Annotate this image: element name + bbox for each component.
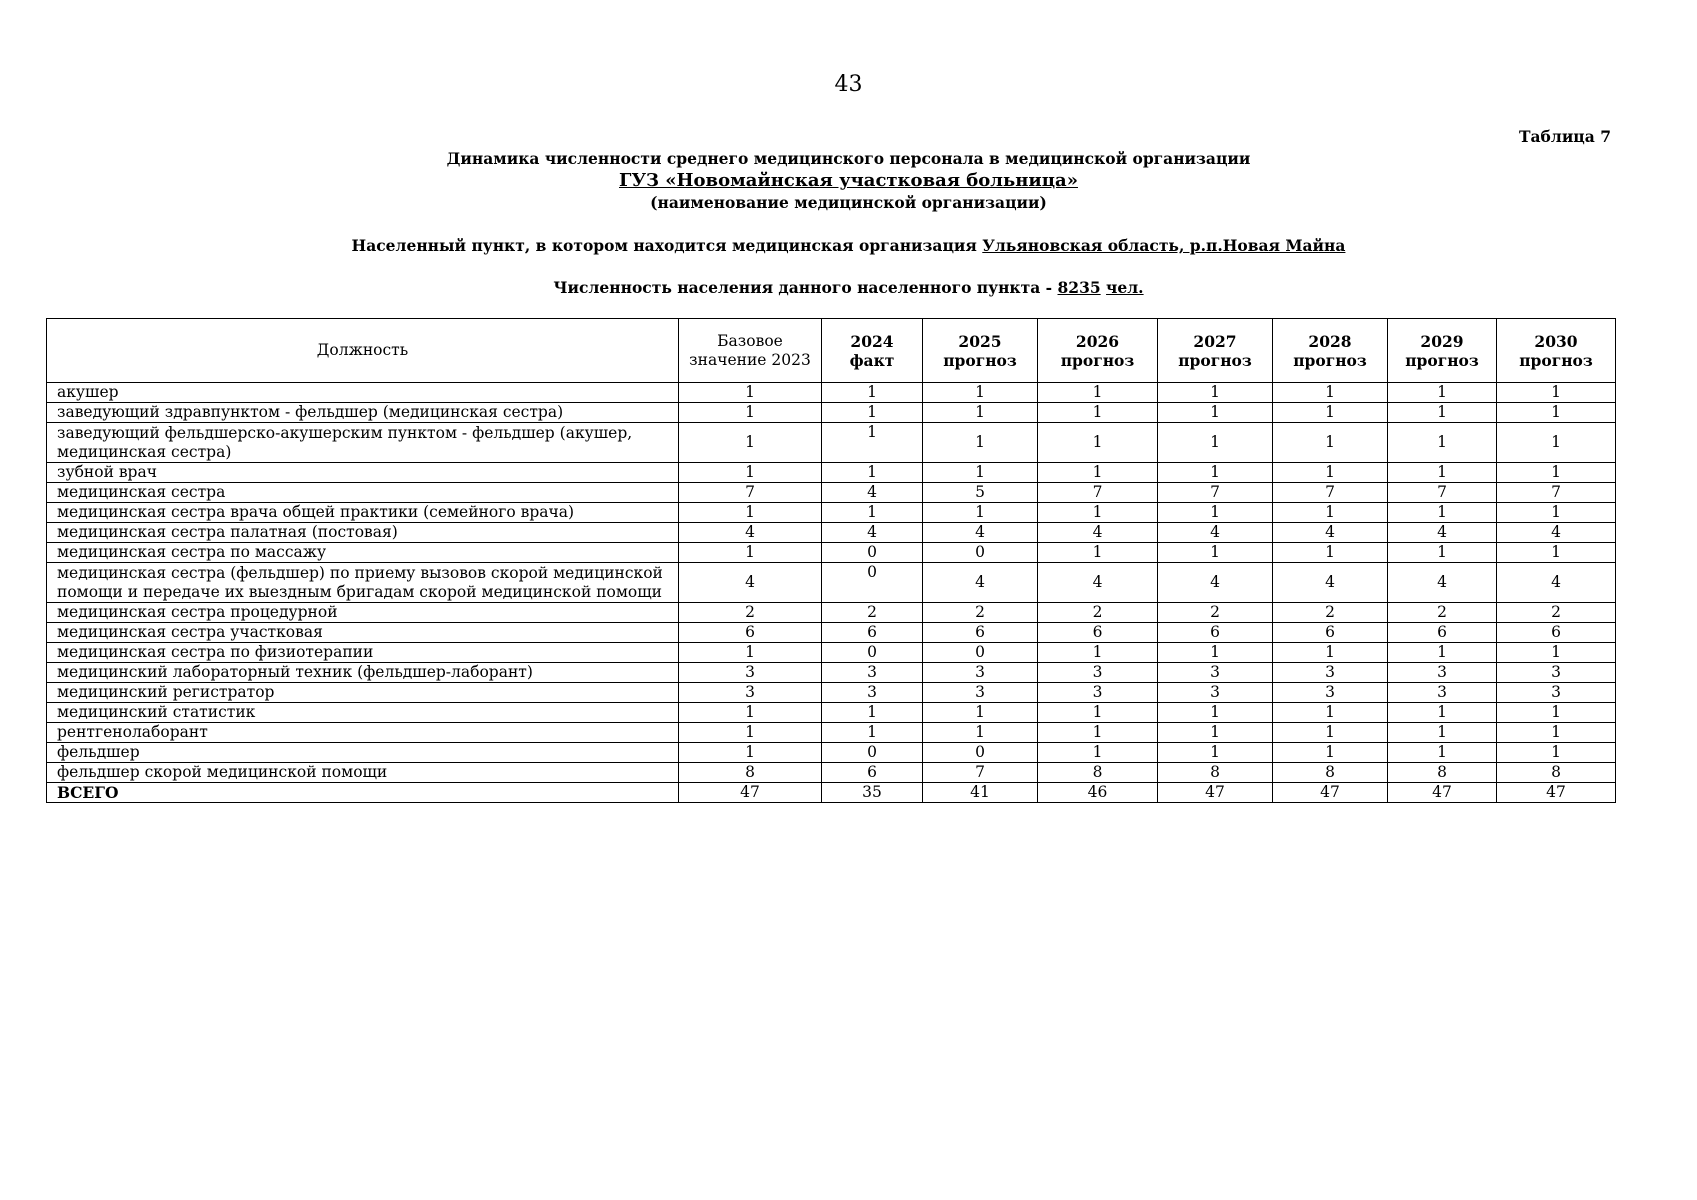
value-cell: 1	[1038, 383, 1158, 403]
table-label: Таблица 7	[1518, 127, 1611, 146]
value-cell: 0	[822, 543, 923, 563]
value-cell: 3	[1158, 683, 1273, 703]
value-cell: 6	[923, 623, 1038, 643]
value-cell: 1	[1038, 423, 1158, 463]
value-cell: 7	[1038, 483, 1158, 503]
value-cell: 1	[1388, 463, 1497, 483]
value-cell: 1	[1158, 543, 1273, 563]
value-cell: 47	[1388, 783, 1497, 803]
value-cell: 1	[1273, 503, 1388, 523]
value-cell: 1	[1497, 423, 1616, 463]
value-cell: 1	[679, 643, 822, 663]
header-base: Базовое значение 2023	[679, 319, 822, 383]
header-year: 2027 прогноз	[1158, 319, 1273, 383]
table-row	[47, 623, 1616, 643]
organization-line	[0, 170, 1697, 191]
table-row	[47, 703, 1616, 723]
value-cell: 3	[1388, 683, 1497, 703]
value-cell: 1	[1273, 423, 1388, 463]
value-cell: 1	[822, 403, 923, 423]
value-cell: 1	[822, 423, 923, 463]
value-cell: 1	[1497, 643, 1616, 663]
value-cell: 47	[1273, 783, 1388, 803]
value-cell: 2	[822, 603, 923, 623]
position-cell: медицинский регистратор	[47, 683, 679, 703]
position-cell: медицинская сестра палатная (постовая)	[47, 523, 679, 543]
value-cell: 1	[1388, 703, 1497, 723]
position-cell: заведующий фельдшерско-акушерским пунктом - фельдшер (акушер, медицинская сестра)	[47, 423, 679, 463]
locality-line	[0, 235, 1697, 256]
value-cell: 1	[822, 503, 923, 523]
header-year: 2029 прогноз	[1388, 319, 1497, 383]
population-label: Численность населения данного населенного пункта -	[553, 278, 1053, 297]
position-cell: медицинский лабораторный техник (фельдшер-лаборант)	[47, 663, 679, 683]
value-cell: 1	[822, 383, 923, 403]
value-cell: 4	[822, 483, 923, 503]
value-cell: 1	[1158, 643, 1273, 663]
value-cell: 1	[1497, 383, 1616, 403]
value-cell: 5	[923, 483, 1038, 503]
value-cell: 7	[923, 763, 1038, 783]
locality-label: Населенный пункт, в котором находится медицинская организация	[351, 236, 977, 255]
value-cell: 1	[679, 423, 822, 463]
value-cell: 1	[679, 503, 822, 523]
value-cell: 4	[679, 523, 822, 543]
value-cell: 1	[679, 463, 822, 483]
value-cell: 1	[1273, 643, 1388, 663]
header-position: Должность	[47, 319, 679, 383]
locality-value: Ульяновская область, р.п.Новая Майна	[982, 236, 1346, 255]
value-cell: 1	[679, 383, 822, 403]
value-cell: 1	[923, 703, 1038, 723]
value-cell: 4	[679, 563, 822, 603]
value-cell: 1	[1497, 723, 1616, 743]
value-cell: 6	[1273, 623, 1388, 643]
value-cell: 1	[679, 543, 822, 563]
value-cell: 1	[822, 703, 923, 723]
value-cell: 1	[923, 723, 1038, 743]
value-cell: 3	[822, 683, 923, 703]
value-cell: 3	[822, 663, 923, 683]
value-cell: 1	[923, 463, 1038, 483]
value-cell: 1	[1273, 743, 1388, 763]
value-cell: 2	[923, 603, 1038, 623]
position-cell: ВСЕГО	[47, 783, 679, 803]
value-cell: 1	[1038, 463, 1158, 483]
table-row	[47, 723, 1616, 743]
value-cell: 1	[1273, 703, 1388, 723]
value-cell: 1	[1273, 383, 1388, 403]
value-cell: 1	[679, 743, 822, 763]
header-year: 2030 прогноз	[1497, 319, 1616, 383]
value-cell: 3	[1273, 663, 1388, 683]
position-cell: медицинская сестра участковая	[47, 623, 679, 643]
position-cell: зубной врач	[47, 463, 679, 483]
table-row	[47, 543, 1616, 563]
value-cell: 1	[1038, 743, 1158, 763]
table-row	[47, 763, 1616, 783]
header-year: 2025 прогноз	[923, 319, 1038, 383]
table-row	[47, 503, 1616, 523]
value-cell: 0	[822, 563, 923, 603]
table-row	[47, 663, 1616, 683]
value-cell: 4	[1038, 523, 1158, 543]
value-cell: 1	[923, 423, 1038, 463]
value-cell: 1	[923, 383, 1038, 403]
value-cell: 6	[679, 623, 822, 643]
value-cell: 1	[679, 403, 822, 423]
value-cell: 46	[1038, 783, 1158, 803]
value-cell: 47	[1497, 783, 1616, 803]
value-cell: 1	[1388, 423, 1497, 463]
value-cell: 8	[1388, 763, 1497, 783]
value-cell: 1	[679, 723, 822, 743]
value-cell: 1	[679, 703, 822, 723]
value-cell: 6	[1497, 623, 1616, 643]
value-cell: 1	[1388, 503, 1497, 523]
value-cell: 1	[1158, 703, 1273, 723]
value-cell: 3	[923, 663, 1038, 683]
value-cell: 1	[822, 463, 923, 483]
value-cell: 1	[1273, 543, 1388, 563]
value-cell: 35	[822, 783, 923, 803]
value-cell: 0	[923, 543, 1038, 563]
value-cell: 6	[1158, 623, 1273, 643]
value-cell: 1	[1497, 543, 1616, 563]
value-cell: 1	[1497, 743, 1616, 763]
table-row	[47, 423, 1616, 463]
value-cell: 1	[1038, 503, 1158, 523]
header-year: 2028 прогноз	[1273, 319, 1388, 383]
table-row	[47, 483, 1616, 503]
value-cell: 7	[1273, 483, 1388, 503]
value-cell: 7	[1158, 483, 1273, 503]
value-cell: 1	[1388, 543, 1497, 563]
value-cell: 1	[1497, 463, 1616, 483]
value-cell: 0	[923, 643, 1038, 663]
document-title: Динамика численности среднего медицинского персонала в медицинской организации	[446, 149, 1251, 168]
value-cell: 4	[1273, 563, 1388, 603]
organization-name: ГУЗ «Новомайнская участковая больница»	[619, 170, 1078, 191]
table-header-row	[47, 319, 1616, 383]
value-cell: 8	[1273, 763, 1388, 783]
position-cell: акушер	[47, 383, 679, 403]
value-cell: 0	[822, 743, 923, 763]
position-cell: медицинская сестра (фельдшер) по приему вызовов скорой медицинской помощи и передаче их выездным бригадам скорой медицинской помощи	[47, 563, 679, 603]
position-cell: медицинский статистик	[47, 703, 679, 723]
value-cell: 3	[923, 683, 1038, 703]
value-cell: 1	[1158, 723, 1273, 743]
value-cell: 4	[923, 563, 1038, 603]
position-cell: медицинская сестра по физиотерапии	[47, 643, 679, 663]
value-cell: 2	[1388, 603, 1497, 623]
table-body	[47, 383, 1616, 803]
table-row	[47, 603, 1616, 623]
value-cell: 1	[1388, 383, 1497, 403]
value-cell: 3	[1497, 663, 1616, 683]
population-line	[0, 277, 1697, 298]
position-cell: фельдшер скорой медицинской помощи	[47, 763, 679, 783]
value-cell: 3	[1158, 663, 1273, 683]
value-cell: 1	[1158, 743, 1273, 763]
value-cell: 1	[1273, 723, 1388, 743]
value-cell: 1	[1388, 743, 1497, 763]
value-cell: 4	[1497, 563, 1616, 603]
value-cell: 2	[1038, 603, 1158, 623]
value-cell: 3	[679, 663, 822, 683]
value-cell: 4	[1158, 563, 1273, 603]
value-cell: 1	[1273, 403, 1388, 423]
value-cell: 1	[1273, 463, 1388, 483]
value-cell: 3	[1038, 683, 1158, 703]
value-cell: 0	[923, 743, 1038, 763]
position-cell: заведующий здравпунктом - фельдшер (медицинская сестра)	[47, 403, 679, 423]
value-cell: 8	[1158, 763, 1273, 783]
table-row	[47, 463, 1616, 483]
value-cell: 1	[1158, 463, 1273, 483]
value-cell: 1	[1388, 403, 1497, 423]
table-row	[47, 643, 1616, 663]
position-cell: медицинская сестра врача общей практики (семейного врача)	[47, 503, 679, 523]
value-cell: 1	[822, 723, 923, 743]
value-cell: 8	[1038, 763, 1158, 783]
header-year: 2026 прогноз	[1038, 319, 1158, 383]
value-cell: 1	[1158, 503, 1273, 523]
value-cell: 1	[1038, 643, 1158, 663]
table-row	[47, 563, 1616, 603]
value-cell: 7	[1388, 483, 1497, 503]
value-cell: 1	[1158, 423, 1273, 463]
value-cell: 1	[1038, 703, 1158, 723]
position-cell: медицинская сестра	[47, 483, 679, 503]
organization-caption: (наименование медицинской организации)	[650, 193, 1047, 212]
total-row	[47, 783, 1616, 803]
value-cell: 4	[1158, 523, 1273, 543]
position-cell: медицинская сестра по массажу	[47, 543, 679, 563]
value-cell: 1	[1388, 723, 1497, 743]
table-row	[47, 403, 1616, 423]
value-cell: 3	[1273, 683, 1388, 703]
value-cell: 3	[1388, 663, 1497, 683]
value-cell: 1	[1497, 503, 1616, 523]
value-cell: 0	[822, 643, 923, 663]
position-cell: рентгенолаборант	[47, 723, 679, 743]
value-cell: 1	[1497, 703, 1616, 723]
value-cell: 6	[822, 763, 923, 783]
value-cell: 1	[923, 503, 1038, 523]
value-cell: 1	[1388, 643, 1497, 663]
table-row	[47, 383, 1616, 403]
staff-table	[46, 318, 1616, 803]
value-cell: 1	[1038, 543, 1158, 563]
value-cell: 41	[923, 783, 1038, 803]
value-cell: 1	[1158, 383, 1273, 403]
value-cell: 1	[1158, 403, 1273, 423]
population-unit: чел.	[1106, 278, 1144, 297]
population-value: 8235	[1057, 278, 1101, 297]
value-cell: 1	[1497, 403, 1616, 423]
value-cell: 47	[679, 783, 822, 803]
value-cell: 1	[923, 403, 1038, 423]
value-cell: 1	[1038, 403, 1158, 423]
table-row	[47, 743, 1616, 763]
value-cell: 6	[822, 623, 923, 643]
header-year: 2024 факт	[822, 319, 923, 383]
value-cell: 3	[1038, 663, 1158, 683]
value-cell: 3	[679, 683, 822, 703]
value-cell: 7	[679, 483, 822, 503]
position-cell: медицинская сестра процедурной	[47, 603, 679, 623]
value-cell: 2	[1158, 603, 1273, 623]
value-cell: 4	[822, 523, 923, 543]
value-cell: 2	[1273, 603, 1388, 623]
value-cell: 4	[1273, 523, 1388, 543]
position-cell: фельдшер	[47, 743, 679, 763]
value-cell: 8	[1497, 763, 1616, 783]
value-cell: 3	[1497, 683, 1616, 703]
value-cell: 4	[1038, 563, 1158, 603]
value-cell: 4	[1388, 563, 1497, 603]
value-cell: 6	[1038, 623, 1158, 643]
value-cell: 4	[923, 523, 1038, 543]
value-cell: 4	[1388, 523, 1497, 543]
value-cell: 2	[1497, 603, 1616, 623]
table-row	[47, 523, 1616, 543]
value-cell: 4	[1497, 523, 1616, 543]
value-cell: 1	[1038, 723, 1158, 743]
value-cell: 2	[679, 603, 822, 623]
value-cell: 6	[1388, 623, 1497, 643]
table-row	[47, 683, 1616, 703]
value-cell: 47	[1158, 783, 1273, 803]
page-number: 43	[834, 72, 863, 97]
value-cell: 7	[1497, 483, 1616, 503]
value-cell: 8	[679, 763, 822, 783]
